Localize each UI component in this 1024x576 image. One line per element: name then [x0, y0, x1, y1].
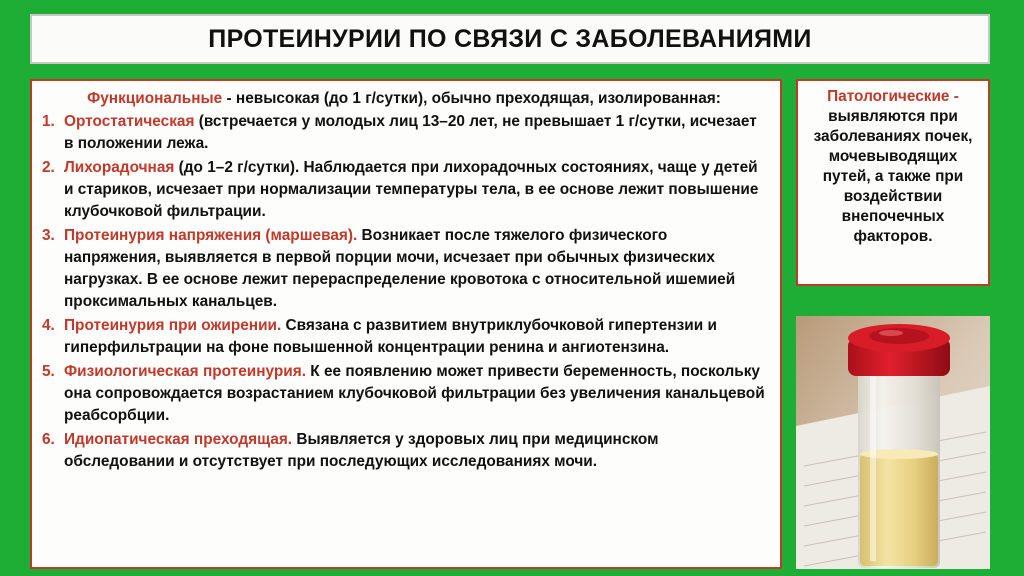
list-item-term: Протеинурия при ожирении.: [64, 317, 282, 334]
list-item: [42, 111, 766, 155]
proteinuria-list: [42, 111, 766, 473]
page-title: ПРОТЕИНУРИИ ПО СВЯЗИ С ЗАБОЛЕВАНИЯМИ: [208, 24, 812, 53]
intro-text: [42, 89, 766, 109]
list-item-text: Связана с развитием внутриклубочковой гипертензии и гиперфильтрации на фоне повышенной концентрации ренина и ангиотензина.: [64, 317, 717, 356]
list-item-number: 5.: [42, 363, 55, 380]
list-item: [42, 225, 766, 313]
list-item-text: Выявляется у здоровых лиц при медицинском обследовании и отсутствует при последующих исследованиях мочи.: [64, 431, 659, 470]
intro-term: Функциональные: [87, 90, 223, 107]
title-box: [30, 14, 990, 64]
list-item-number: 4.: [42, 317, 55, 334]
urine-container-image: [796, 316, 990, 569]
list-item-number: 3.: [42, 227, 55, 244]
list-item-number: 1.: [42, 113, 55, 130]
list-item-number: 2.: [42, 159, 55, 176]
side-term: Патологические -: [827, 88, 959, 105]
list-item: [42, 315, 766, 359]
list-item: [42, 157, 766, 223]
list-item-text: Возникает после тяжелого физического напряжения, выявляется в первой порции мочи, исчезает при обычных физических нагрузках. В ее основе лежит перераспределение кровотока с относительной ишемией проксимальных канальцев.: [64, 227, 736, 310]
list-item-term: Ортостатическая: [64, 113, 195, 130]
side-description: выявляются при заболеваниях почек, мочевыводящих путей, а также при воздействии внепочечных факторов.: [813, 108, 973, 245]
list-item-term: Идиопатическая преходящая.: [64, 431, 293, 448]
list-item: [42, 429, 766, 473]
list-item: [42, 361, 766, 427]
list-item-text: (до 1–2 г/сутки). Наблюдается при лихорадочных состояниях, чаще у детей и стариков, исчезает при нормализации температуры тела, в ее основе лежит повышение клубочковой фильтрации.: [64, 159, 759, 220]
list-item-text: (встречается у молодых лиц 13–20 лет, не превышает 1 г/сутки, исчезает в положении лежа.: [64, 113, 757, 152]
intro-description: - невысокая (до 1 г/сутки), обычно преходящая, изолированная:: [222, 90, 721, 107]
list-item-number: 6.: [42, 431, 55, 448]
list-item-text: К ее появлению может привести беременность, поскольку она сопровождается возрастанием клубочковой фильтрации без увеличения канальцевой реабсорбции.: [64, 363, 765, 424]
list-item-term: Физиологическая протеинурия.: [64, 363, 306, 380]
list-item-term: Протеинурия напряжения (маршевая).: [64, 227, 358, 244]
pathological-proteinuria-panel: [796, 79, 990, 286]
functional-proteinuria-panel: [30, 79, 782, 569]
urine-sample-photo: [796, 316, 990, 569]
list-item-term: Лихорадочная: [64, 159, 175, 176]
